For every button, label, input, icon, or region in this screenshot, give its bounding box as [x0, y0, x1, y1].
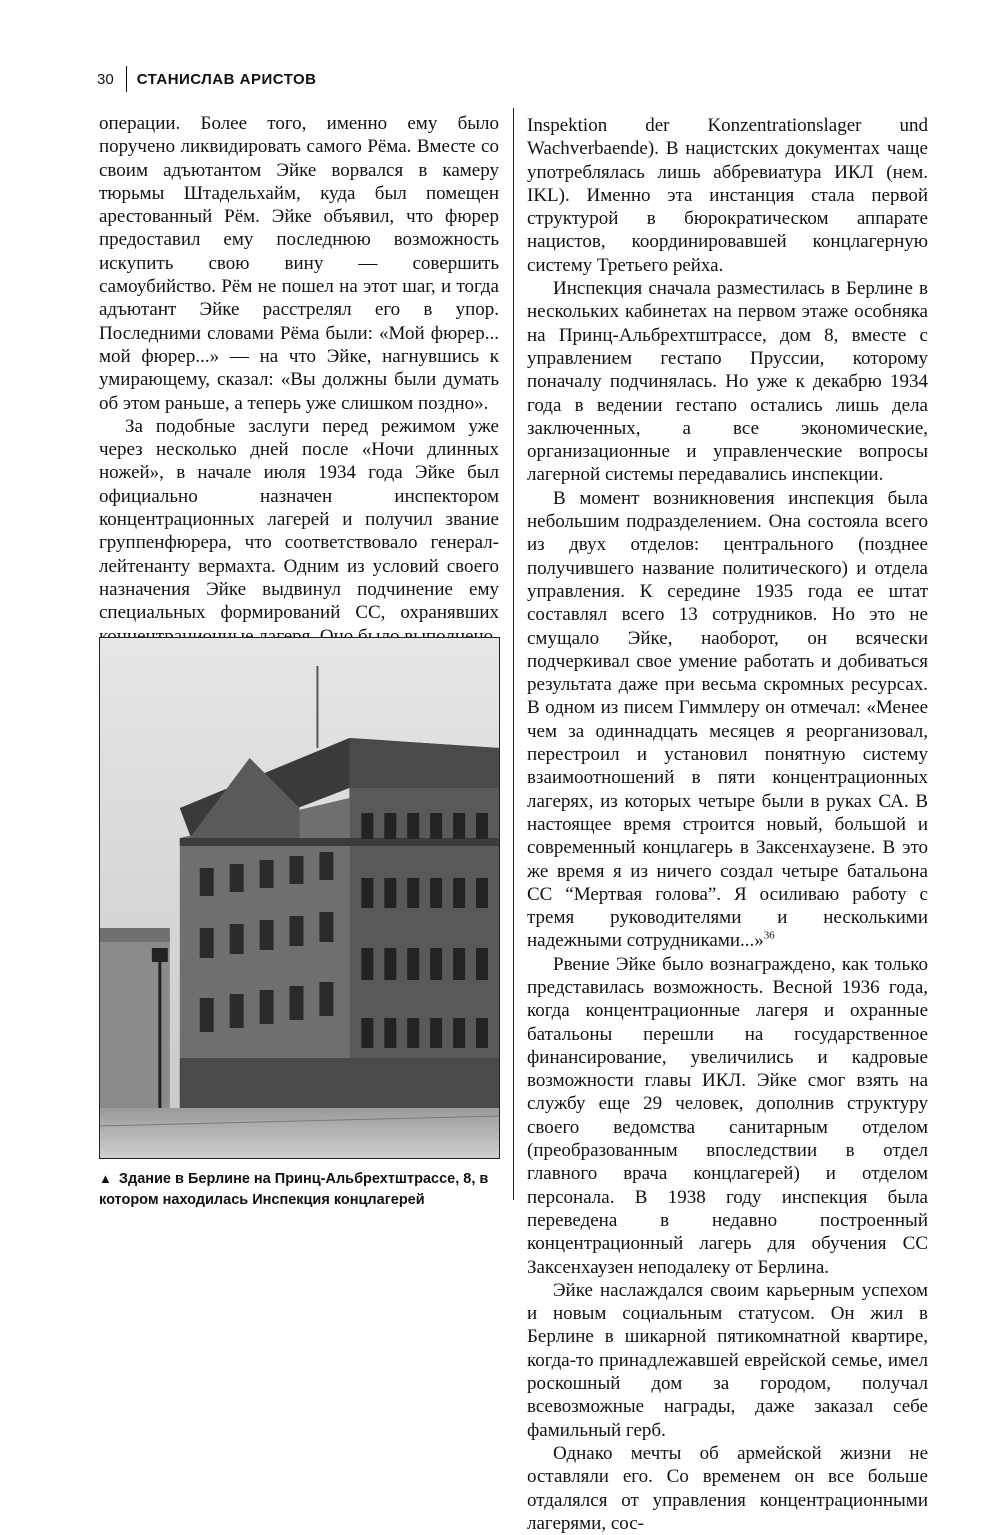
paragraph: Инспекция сначала разместилась в Берлине в нескольких кабинетах на первом этаже особняка на Принц-Альбрехтштрассе, дом 8, вместе с управлением гестапо Пруссии, которому поначалу подчинялась. Но уже к декабрю 1934 года в ведении гестапо остались лишь дела заключенных, а все экономические, организационные и управленческие вопросы лагерной системы передавались инспекции.: [527, 278, 928, 486]
building-photo: [99, 637, 500, 1159]
paragraph-text: В момент возникновения инспекция была небольшим подразделением. Она состояла всего из двух отделов: центрального (позднее получившего название политического) и отдела управления. К середине 1935 года ее штат составлял всего 13 сотрудников. Но это не смущало Эйке, наоборот, он всячески подчеркивал свое умение работать и добиваться результата даже при весьма скромных ресурсах. В одном из писем Гиммлеру он отмечал: «Менее чем за одиннадцать месяцев я реорганизовал, перестроил и установил понятную систему взаимоотношений в пяти концентрационных лагерях, из которых четыре были в руках СА. В настоящее время строится новый, большой и современный концлагерь в Заксенхаузене. В это же время я из ничего создал четыре батальона СС “Мертвая голова”. Я осиливаю работу с тремя руководителями и несколькими надежными сотрудниками...»: [527, 487, 928, 952]
paragraph: Рвение Эйке было вознаграждено, как только представилась возможность. Весной 1936 года, когда концентрационные лагеря и охранные батальоны перешли на государственное финансирование, увеличились и кадровые возможности главы ИКЛ. Эйке смог взять на службу еще 29 человек, дополнив структуру своего ведомства санитарным отделом (преобразованным впоследствии в отдел главного врача концлагерей) и отделом персонала. В 1938 году инспекция была переведена в недавно построенный концентрационный лагерь для обучения СС Заксенхаузен неподалеку от Берлина.: [527, 953, 928, 1278]
paragraph: Однако мечты об армейской жизни не оставляли его. Со временем он все больше отдалялся от управления концентрационными лагерями, сос-: [527, 1442, 928, 1534]
running-head-author: СТАНИСЛАВ АРИСТОВ: [136, 70, 317, 88]
footnote-marker: 36: [763, 930, 775, 943]
right-column: [527, 114, 928, 1535]
paragraph: [527, 487, 928, 953]
running-header: [97, 64, 317, 94]
paragraph: За подобные заслуги перед режимом уже через несколько дней после «Ночи длинных ножей», в начале июля 1934 года Эйке был официально назначен инспектором концентрационных лагерей и получил звание группенфюрера, что соответствовало генерал-лейтенанту вермахта. Одним из условий своего назначения Эйке выдвинул подчинение ему специальных формирований СС, охранявших: [99, 415, 499, 624]
column-divider: [513, 108, 514, 1200]
page-number: 30: [97, 70, 114, 88]
paragraph: Эйке наслаждался своим карьерным успехом и новым социальным статусом. Он жил в Берлине в шикарной пятикомнатной квартире, когда-то принадлежавшей еврейской семье, имел роскошный дом за городом, получал всевозможные награды, даже заказал себе фамильный герб.: [527, 1279, 928, 1441]
triangle-up-icon: ▲: [99, 1171, 112, 1186]
figure-caption: [99, 1168, 501, 1211]
caption-text: Здание в Берлине на Принц-Альбрехтштрассе, 8, в котором находилась Инспекция концлагерей: [99, 1171, 489, 1208]
header-divider: [126, 66, 127, 92]
paragraph: Inspektion der Konzentrationslager und Wachverbaende). В нацистских документах чаще употреблялась лишь аббревиатура ИКЛ (нем. IKL). Именно эта инстанция стала первой структурой в бюрократическом аппарате нацистов, координировавшей концлагерную систему Третьего рейха.: [527, 115, 928, 276]
building-photo-illustration: [100, 638, 499, 1158]
paragraph: операции. Более того, именно ему было поручено ликвидировать самого Рёма. Вместе со своим адъютантом Эйке ворвался в камеру тюрьмы Штадельхайм, куда был помещен арестованный Рём. Эйке объявил, что фюрер предоставил ему последнюю возможность искупить свою вину — совершить самоубийство. Рём не пошел на этот шаг, и тогда адъютант Эйке расстрелял его в упор. Последними словами Рёма были: «Мой фюрер... мой фюрер...» — на что Эйке, нагнувшись к умирающему, сказал: «Вы должны были думать об этом раньше, а теперь уже слишком поздно».: [99, 113, 499, 414]
